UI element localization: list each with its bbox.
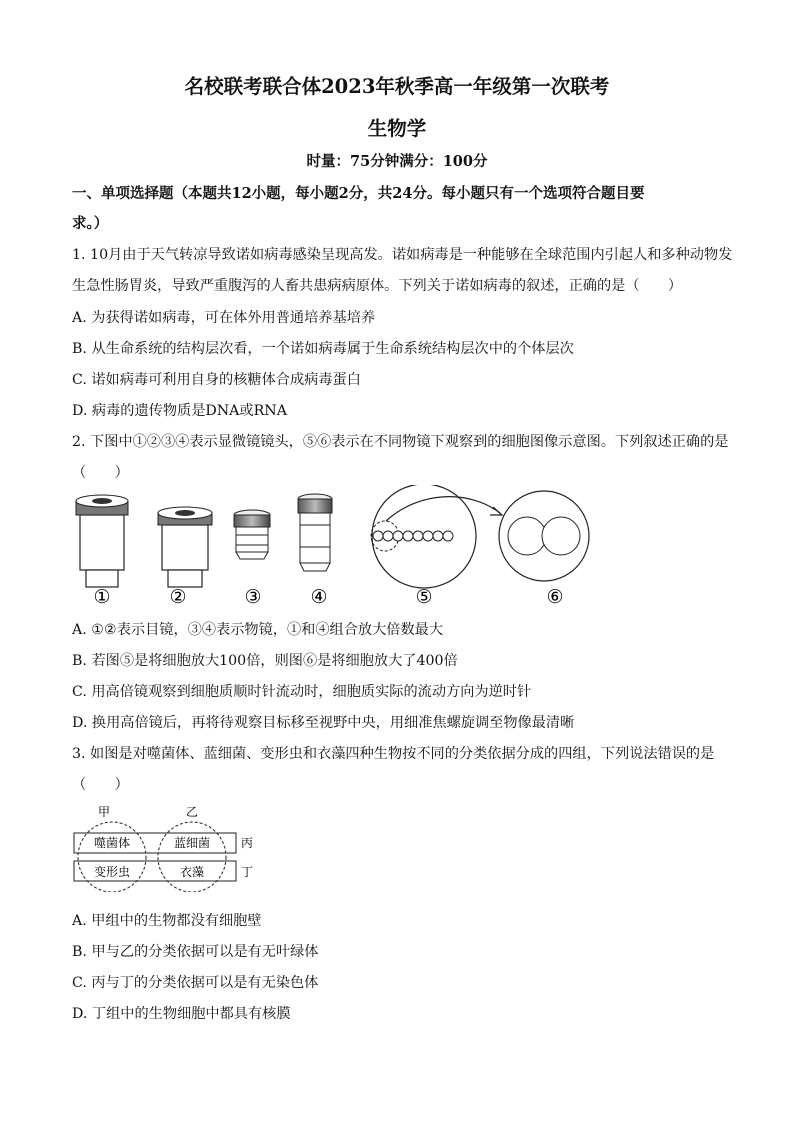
q1-option-b: B. 从生命系统的结构层次看，一个诺如病毒属于生命系统结构层次中的个体层次: [72, 341, 574, 357]
label-bing: 丙: [241, 836, 254, 850]
microscope-figure: [0, 485, 794, 610]
subject-title: 生物学: [367, 117, 427, 140]
q2-option-a: A. ①②表示目镜，③④表示物镜，①和④组合放大倍数最大: [72, 622, 444, 638]
q1-option-a: A. 为获得诺如病毒，可在体外用普通培养基培养: [72, 310, 376, 326]
label-yi: 乙: [186, 805, 199, 819]
q3-option-d: D. 丁组中的生物细胞中都具有核膜: [72, 1006, 291, 1022]
q2-option-c: C. 用高倍镜观察到细胞质顺时针流动时，细胞质实际的流动方向为逆时针: [72, 684, 532, 700]
q1-stem-line2: 生急性肠胃炎，导致严重腹泻的人畜共患病病原体。下列关于诺如病毒的叙述，正确的是（ ）: [72, 278, 683, 294]
objective-long-icon: [298, 494, 332, 571]
organism-phage: 噬菌体: [93, 836, 131, 850]
figure-label-3: ③: [244, 586, 262, 608]
field-of-view-low-icon: [371, 485, 502, 588]
q1-stem-line1: 1. 10月由于天气转凉导致诺如病毒感染呈现高发。诺如病毒是一种能够在全球范围内引起人和多种动物发: [72, 247, 733, 263]
eyepiece-long-icon: [76, 495, 128, 587]
classification-figure: [60, 800, 280, 892]
section-heading-line2: 求。）: [72, 215, 109, 232]
organism-chlamydomonas: 衣藻: [179, 865, 205, 879]
q2-stem-line2: （ ）: [72, 465, 129, 481]
q3-option-b: B. 甲与乙的分类依据可以是有无叶绿体: [72, 944, 319, 960]
q2-option-d: D. 换用高倍镜后，再将待观察目标移至视野中央，用细准焦螺旋调至物像最清晰: [72, 715, 575, 731]
q1-option-d: D. 病毒的遗传物质是DNA或RNA: [72, 403, 287, 419]
eyepiece-short-icon: [158, 507, 212, 587]
section-heading-line1: 一、单项选择题（本题共12小题，每小题2分，共24分。每小题只有一个选项符合题目要: [72, 185, 645, 202]
q3-option-a: A. 甲组中的生物都没有细胞壁: [72, 913, 262, 929]
objective-short-icon: [234, 510, 270, 559]
organism-cyanobacteria: 蓝细菌: [173, 836, 211, 850]
q2-stem-line1: 2. 下图中①②③④表示显微镜镜头，⑤⑥表示在不同物镜下观察到的细胞图像示意图。下列叙述正确的是: [72, 434, 729, 450]
q3-stem-line2: （ ）: [72, 777, 129, 793]
organism-amoeba: 变形虫: [93, 865, 131, 879]
q3-stem-line1: 3. 如图是对噬菌体、蓝细菌、变形虫和衣藻四种生物按不同的分类依据分成的四组，下列说法错误的是: [72, 746, 715, 762]
figure-label-5: ⑤: [415, 586, 433, 608]
exam-meta: 时量：75分钟满分：100分: [306, 153, 488, 170]
q3-option-c: C. 丙与丁的分类依据可以是有无染色体: [72, 975, 319, 991]
field-of-view-high-icon: [499, 491, 589, 581]
label-jia: 甲: [98, 805, 111, 819]
exam-title: 名校联考联合体2023年秋季高一年级第一次联考: [184, 75, 610, 98]
figure-label-1: ①: [93, 586, 111, 608]
q2-option-b: B. 若图⑤是将细胞放大100倍，则图⑥是将细胞放大了400倍: [72, 653, 458, 669]
figure-label-4: ④: [310, 586, 328, 608]
figure-label-2: ②: [169, 586, 187, 608]
figure-label-6: ⑥: [546, 586, 564, 608]
label-ding: 丁: [241, 865, 254, 879]
q1-option-c: C. 诺如病毒可利用自身的核糖体合成病毒蛋白: [72, 372, 361, 388]
